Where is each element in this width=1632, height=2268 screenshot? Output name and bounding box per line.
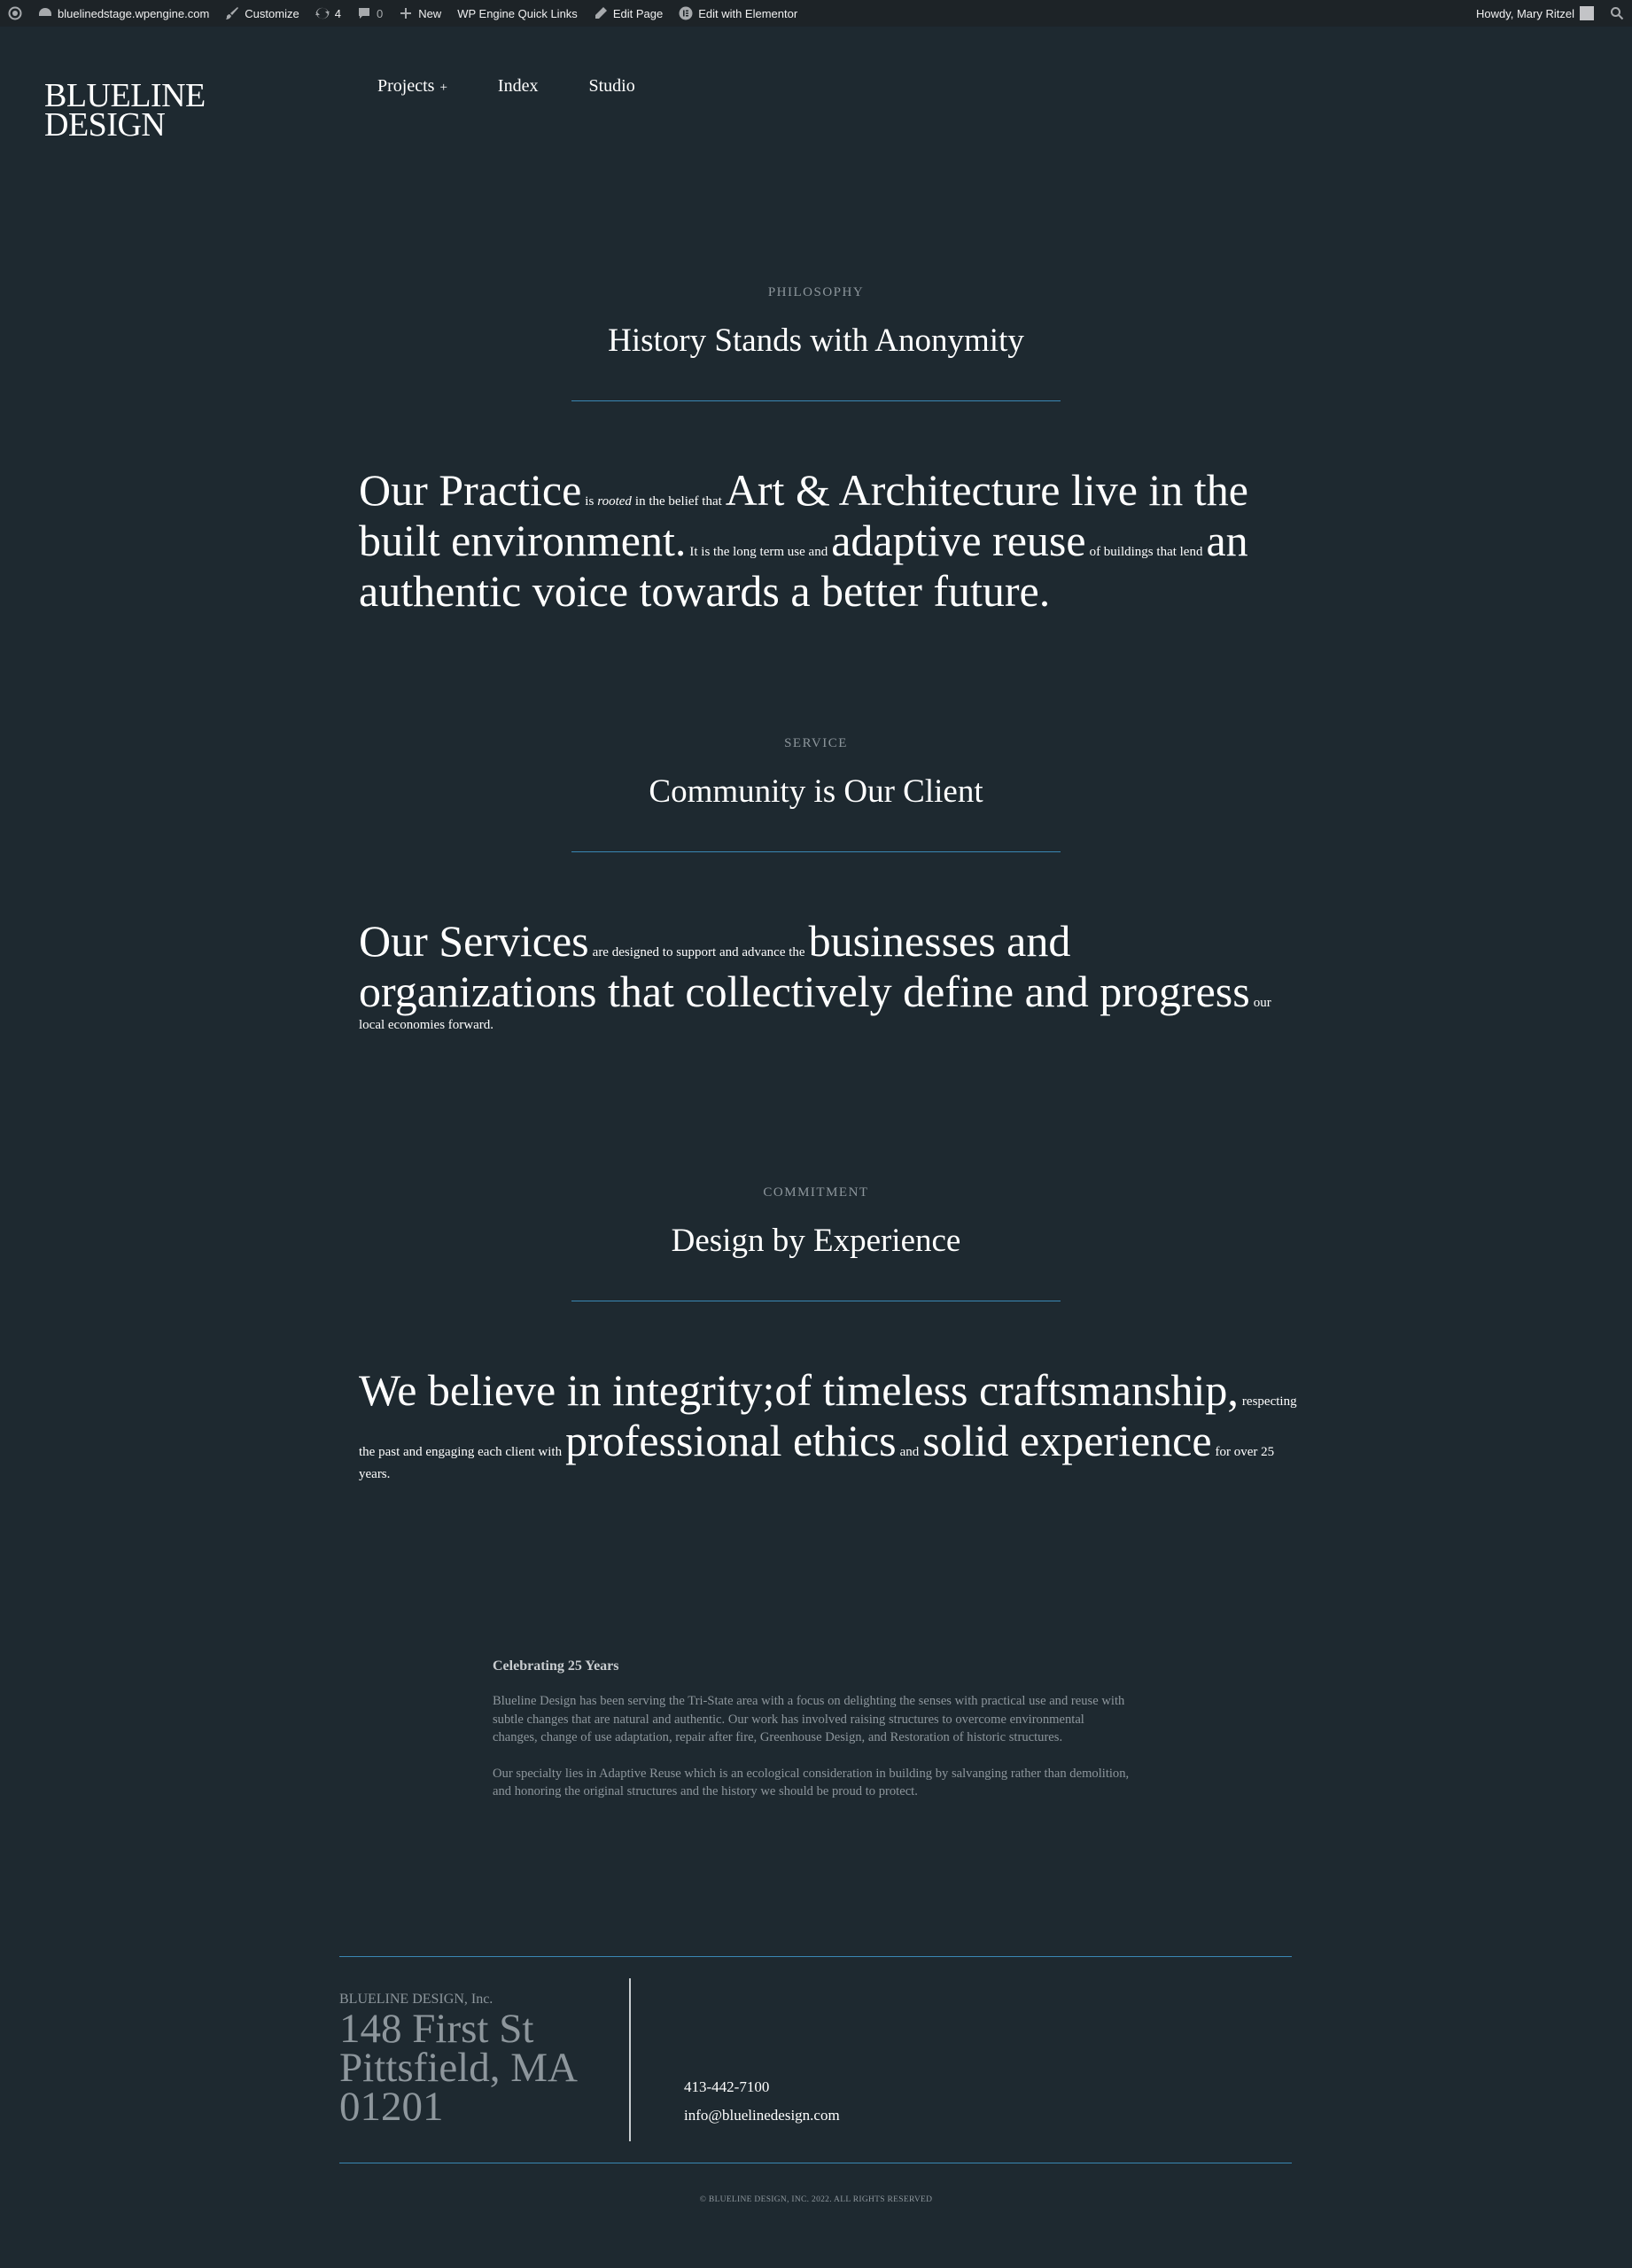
elementor-icon bbox=[679, 6, 693, 20]
new-content-link[interactable] bbox=[391, 0, 449, 27]
statement-small-text: and bbox=[899, 1445, 920, 1459]
statement-large-text: solid experience bbox=[922, 1416, 1212, 1465]
new-label: New bbox=[418, 6, 442, 20]
section-divider bbox=[571, 851, 1061, 852]
footer-company-name: BLUELINE DESIGN, Inc. bbox=[339, 1992, 493, 2007]
about-section bbox=[493, 1658, 1131, 1819]
updates-count: 4 bbox=[334, 6, 341, 20]
updates-link[interactable] bbox=[307, 0, 349, 27]
commitment-eyebrow: COMMITMENT bbox=[763, 1185, 869, 1200]
statement-small-text: in the belief that bbox=[634, 494, 722, 509]
statement-small-text: are designed to support and advance the bbox=[592, 945, 805, 959]
edit-page-label: Edit Page bbox=[612, 6, 664, 20]
comments-link[interactable] bbox=[349, 0, 391, 27]
commitment-heading: Design by Experience bbox=[671, 1223, 961, 1259]
statement-large-text: We believe in integrity;of timeless craftsmanship, bbox=[359, 1365, 1239, 1415]
statement-small-text: for over 25 years. bbox=[359, 1445, 1275, 1481]
copyright-text: © BLUELINE DESIGN, INC. 2022. ALL RIGHTS RESERVED bbox=[699, 2195, 933, 2204]
about-title: Celebrating 25 Years bbox=[493, 1658, 619, 1674]
admin-search-button[interactable] bbox=[1602, 0, 1632, 27]
statement-large-text: Our Practice bbox=[359, 465, 582, 515]
statement-small-italic: rooted bbox=[597, 494, 632, 509]
section-divider bbox=[571, 400, 1061, 401]
logo-line-1: BLUELINE bbox=[44, 77, 206, 114]
edit-elementor-label: Edit with Elementor bbox=[698, 6, 798, 20]
statement-small-text: is bbox=[585, 494, 595, 509]
site-name-label: bluelinedstage.wpengine.com bbox=[58, 6, 210, 20]
nav-item-projects[interactable] bbox=[377, 76, 447, 97]
plus-icon bbox=[399, 6, 413, 20]
footer-phone-link[interactable]: 413-442-7100 bbox=[684, 2078, 770, 2095]
footer-email-link[interactable]: info@bluelinedesign.com bbox=[684, 2107, 840, 2124]
wp-admin-bar bbox=[0, 0, 1632, 27]
site-name-link[interactable] bbox=[30, 0, 217, 27]
footer-top-rule bbox=[339, 1956, 1292, 1957]
statement-small-text: of buildings that lend bbox=[1089, 545, 1203, 559]
site-logo[interactable] bbox=[44, 77, 206, 144]
avatar bbox=[1580, 6, 1594, 20]
wp-engine-quick-links[interactable] bbox=[449, 0, 586, 27]
edit-page-link[interactable] bbox=[586, 0, 671, 27]
about-paragraph: Blueline Design has been serving the Tri-State area with a focus on delighting the senses with practical use and reuse with subtle changes that are natural and authentic. Our work has involved raising structures to overcome environmental changes, change of use adaptation, repair after fire, Greenhouse Design, and Restoration of historic structures. bbox=[493, 1694, 1125, 1744]
quick-links-label: WP Engine Quick Links bbox=[457, 6, 578, 20]
footer-vertical-divider bbox=[629, 1978, 631, 2141]
commitment-statement bbox=[359, 1365, 1298, 1482]
statement-large-text: an authentic voice towards a better future. bbox=[359, 516, 1248, 616]
logo-line-2: DESIGN bbox=[44, 106, 166, 144]
statement-small-text: It is the long term use and bbox=[689, 545, 828, 559]
nav-item-studio[interactable]: Studio bbox=[588, 76, 635, 96]
footer-address bbox=[339, 2006, 578, 2130]
service-heading: Community is Our Client bbox=[649, 773, 983, 810]
updates-icon bbox=[315, 6, 330, 20]
search-icon bbox=[1610, 6, 1624, 20]
paintbrush-icon bbox=[225, 6, 239, 20]
statement-large-text: businesses and organizations that collectively define and progress bbox=[359, 916, 1250, 1016]
wordpress-icon bbox=[8, 6, 22, 20]
nav-item-index[interactable]: Index bbox=[497, 76, 539, 96]
service-statement bbox=[359, 916, 1298, 1033]
nav-projects-label: Projects bbox=[377, 76, 435, 96]
address-line: 01201 bbox=[339, 2084, 444, 2130]
about-paragraph: Our specialty lies in Adaptive Reuse which is an ecological consideration in building by salvanging rather than demolition, and honoring the original structures and the history we should be proud to protect. bbox=[493, 1766, 1130, 1798]
statement-large-text: professional ethics bbox=[565, 1416, 897, 1465]
statement-large-text: Our Services bbox=[359, 916, 589, 966]
howdy-label: Howdy, Mary Ritzel bbox=[1475, 6, 1574, 20]
customize-link[interactable] bbox=[217, 0, 307, 27]
dashboard-icon bbox=[38, 6, 52, 20]
service-eyebrow: SERVICE bbox=[784, 736, 848, 750]
statement-large-text: Art & Architecture live in the built environment. bbox=[359, 465, 1248, 565]
comments-count: 0 bbox=[376, 6, 384, 20]
philosophy-statement bbox=[359, 465, 1298, 617]
philosophy-eyebrow: PHILOSOPHY bbox=[767, 285, 865, 299]
my-account-link[interactable] bbox=[1468, 0, 1602, 27]
statement-small-text: our local economies forward. bbox=[359, 996, 1271, 1032]
statement-small-text: respecting the past and engaging each client with bbox=[359, 1394, 1297, 1459]
main-nav bbox=[377, 76, 635, 97]
comment-icon bbox=[357, 6, 371, 20]
edit-with-elementor-link[interactable] bbox=[671, 0, 805, 27]
statement-large-text: adaptive reuse bbox=[831, 516, 1086, 565]
address-line: Pittsfield, MA bbox=[339, 2045, 578, 2091]
wordpress-logo-button[interactable] bbox=[0, 0, 30, 27]
address-line: 148 First St bbox=[339, 2006, 534, 2052]
customize-label: Customize bbox=[245, 6, 299, 20]
philosophy-heading: History Stands with Anonymity bbox=[608, 322, 1024, 359]
plus-icon: + bbox=[439, 81, 447, 95]
pencil-icon bbox=[594, 6, 608, 20]
